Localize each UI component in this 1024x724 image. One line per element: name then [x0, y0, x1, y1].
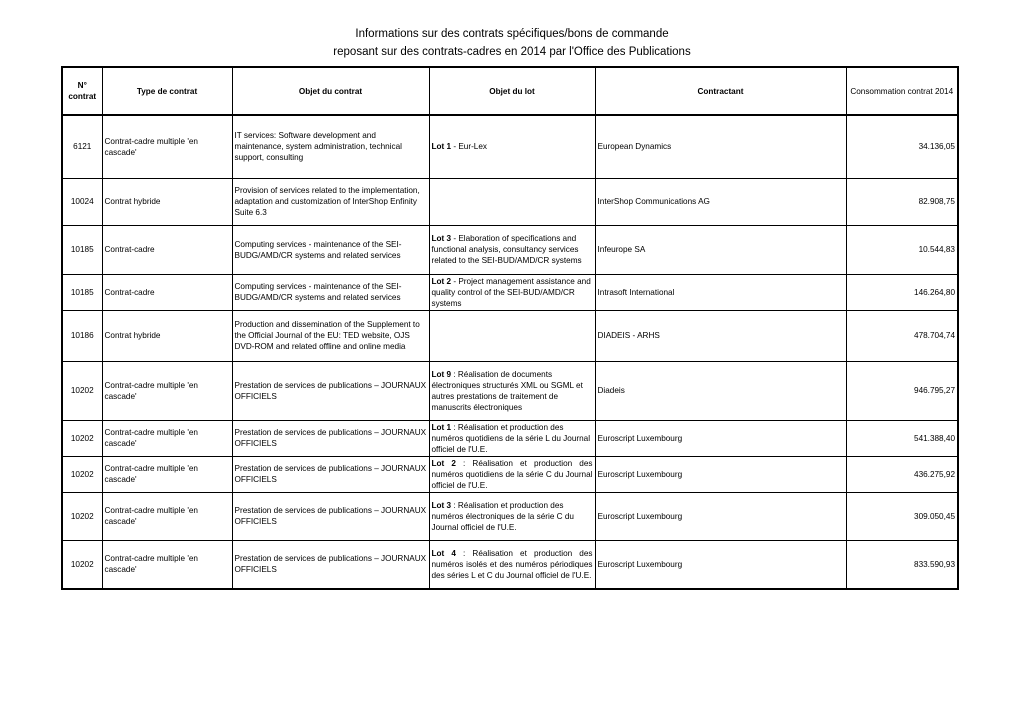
contract-type: Contrat-cadre multiple 'en cascade': [102, 540, 232, 589]
contract-object: Production and dissemination of the Supplement to the Official Journal of the EU: TED website, OJS DVD-ROM and related offline and online media: [232, 310, 429, 361]
consumption-amount: 82.908,75: [846, 178, 958, 225]
contract-type: Contrat-cadre multiple 'en cascade': [102, 115, 232, 178]
lot-object: [429, 225, 595, 274]
header-objet-lot: Objet du lot: [429, 67, 595, 115]
contract-type: Contrat-cadre multiple 'en cascade': [102, 361, 232, 420]
table-row: [62, 178, 958, 225]
lot-text: : Réalisation et production des numéros isolés et des numéros périodiques des séries L et C du Journal officiel de l'U.E.: [431, 548, 593, 580]
contractor: Euroscript Luxembourg: [595, 492, 846, 540]
lot-label: Lot 2: [431, 276, 452, 286]
document-title-line-1: Informations sur des contrats spécifiques/bons de commande: [355, 28, 669, 40]
contract-number: 10202: [62, 361, 102, 420]
contract-number: 10185: [62, 225, 102, 274]
lot-label: Lot 2: [431, 458, 456, 468]
contract-object: Prestation de services de publications – JOURNAUX OFFICIELS: [232, 456, 429, 492]
lot-label: Lot 1: [431, 142, 452, 152]
contract-number: 10202: [62, 540, 102, 589]
contract-object: Prestation de services de publications – JOURNAUX OFFICIELS: [232, 361, 429, 420]
consumption-amount: 436.275,92: [846, 456, 958, 492]
lot-text: : Réalisation de documents électroniques structurés XML ou SGML et autres prestations de traitement de manuscrits électroniques: [431, 369, 583, 412]
contractor: Diadeis: [595, 361, 846, 420]
lot-object: [429, 361, 595, 420]
table-row: [62, 115, 958, 178]
contract-type: Contrat-cadre: [102, 225, 232, 274]
header-contractant: Contractant: [595, 67, 846, 115]
contract-object: Prestation de services de publications – JOURNAUX OFFICIELS: [232, 420, 429, 456]
consumption-amount: 146.264,80: [846, 274, 958, 310]
lot-label: Lot 9: [431, 369, 452, 379]
contract-object: Prestation de services de publications – JOURNAUX OFFICIELS: [232, 492, 429, 540]
lot-label: Lot 3: [431, 500, 452, 510]
table-row: [62, 361, 958, 420]
lot-object: [429, 492, 595, 540]
contract-type: Contrat-cadre: [102, 274, 232, 310]
contract-number: 10202: [62, 420, 102, 456]
header-row: [62, 67, 958, 115]
consumption-amount: 541.388,40: [846, 420, 958, 456]
table-row: [62, 310, 958, 361]
table-row: [62, 456, 958, 492]
contract-number: 10202: [62, 492, 102, 540]
contract-number: 10186: [62, 310, 102, 361]
consumption-amount: 946.795,27: [846, 361, 958, 420]
document-title-line-2: reposant sur des contrats-cadres en 2014 par l'Office des Publications: [333, 46, 691, 58]
consumption-amount: 10.544,83: [846, 225, 958, 274]
consumption-amount: 309.050,45: [846, 492, 958, 540]
lot-object: [429, 310, 595, 361]
contract-object: IT services: Software development and maintenance, system administration, technical support, consulting: [232, 115, 429, 178]
contract-number: 10024: [62, 178, 102, 225]
header-num: N° contrat: [62, 67, 102, 115]
lot-label: Lot 3: [431, 234, 452, 243]
contract-object: Computing services - maintenance of the SEI-BUDG/AMD/CR systems and related services: [232, 225, 429, 274]
table-row: [62, 225, 958, 274]
contract-object: Prestation de services de publications – JOURNAUX OFFICIELS: [232, 540, 429, 589]
lot-object: [429, 540, 595, 589]
contract-type: Contrat-cadre multiple 'en cascade': [102, 456, 232, 492]
table-row: [62, 492, 958, 540]
contractor: Euroscript Luxembourg: [595, 540, 846, 589]
lot-text: : Réalisation et production des numéros électroniques de la série C du Journal officiel de l'U.E.: [431, 500, 574, 532]
header-consommation: Consommation contrat 2014: [846, 67, 958, 115]
contractor: DIADEIS - ARHS: [595, 310, 846, 361]
header-type: Type de contrat: [102, 67, 232, 115]
contract-object: Computing services - maintenance of the SEI-BUDG/AMD/CR systems and related services: [232, 274, 429, 310]
lot-object: [429, 420, 595, 456]
contractor: Euroscript Luxembourg: [595, 420, 846, 456]
lot-label: Lot 1: [431, 422, 452, 432]
contractor: European Dynamics: [595, 115, 846, 178]
lot-label: Lot 4: [431, 548, 456, 558]
contracts-table: [61, 66, 959, 590]
lot-text: - Elaboration of specifications and functional analysis, consultancy services related to the SEI-BUD/AMD/CR systems: [431, 234, 582, 265]
consumption-amount: 833.590,93: [846, 540, 958, 589]
contract-type: Contrat-cadre multiple 'en cascade': [102, 492, 232, 540]
lot-text: : Réalisation et production des numéros quotidiens de la série C du Journal officiel de l'U.E.: [431, 458, 593, 490]
consumption-amount: 34.136,05: [846, 115, 958, 178]
contract-number: 6121: [62, 115, 102, 178]
header-objet-contrat: Objet du contrat: [232, 67, 429, 115]
contract-type: Contrat-cadre multiple 'en cascade': [102, 420, 232, 456]
lot-object: [429, 456, 595, 492]
contractor: InterShop Communications AG: [595, 178, 846, 225]
lot-text: - Eur-Lex: [451, 142, 488, 152]
table-row: [62, 540, 958, 589]
lot-object: [429, 115, 595, 178]
lot-object: [429, 178, 595, 225]
lot-text: : Réalisation et production des numéros quotidiens de la série L du Journal officiel de l'U.E.: [431, 422, 591, 454]
contractor: Infeurope SA: [595, 225, 846, 274]
table-row: [62, 274, 958, 310]
contract-object: Provision of services related to the implementation, adaptation and customization of InterShop Enfinity Suite 6.3: [232, 178, 429, 225]
contractor: Euroscript Luxembourg: [595, 456, 846, 492]
lot-object: [429, 274, 595, 310]
contract-number: 10185: [62, 274, 102, 310]
lot-text: - Project management assistance and quality control of the SEI-BUD/AMD/CR systems: [431, 276, 591, 308]
contract-type: Contrat hybride: [102, 178, 232, 225]
table-row: [62, 420, 958, 456]
contractor: Intrasoft International: [595, 274, 846, 310]
contract-type: Contrat hybride: [102, 310, 232, 361]
contract-number: 10202: [62, 456, 102, 492]
consumption-amount: 478.704,74: [846, 310, 958, 361]
